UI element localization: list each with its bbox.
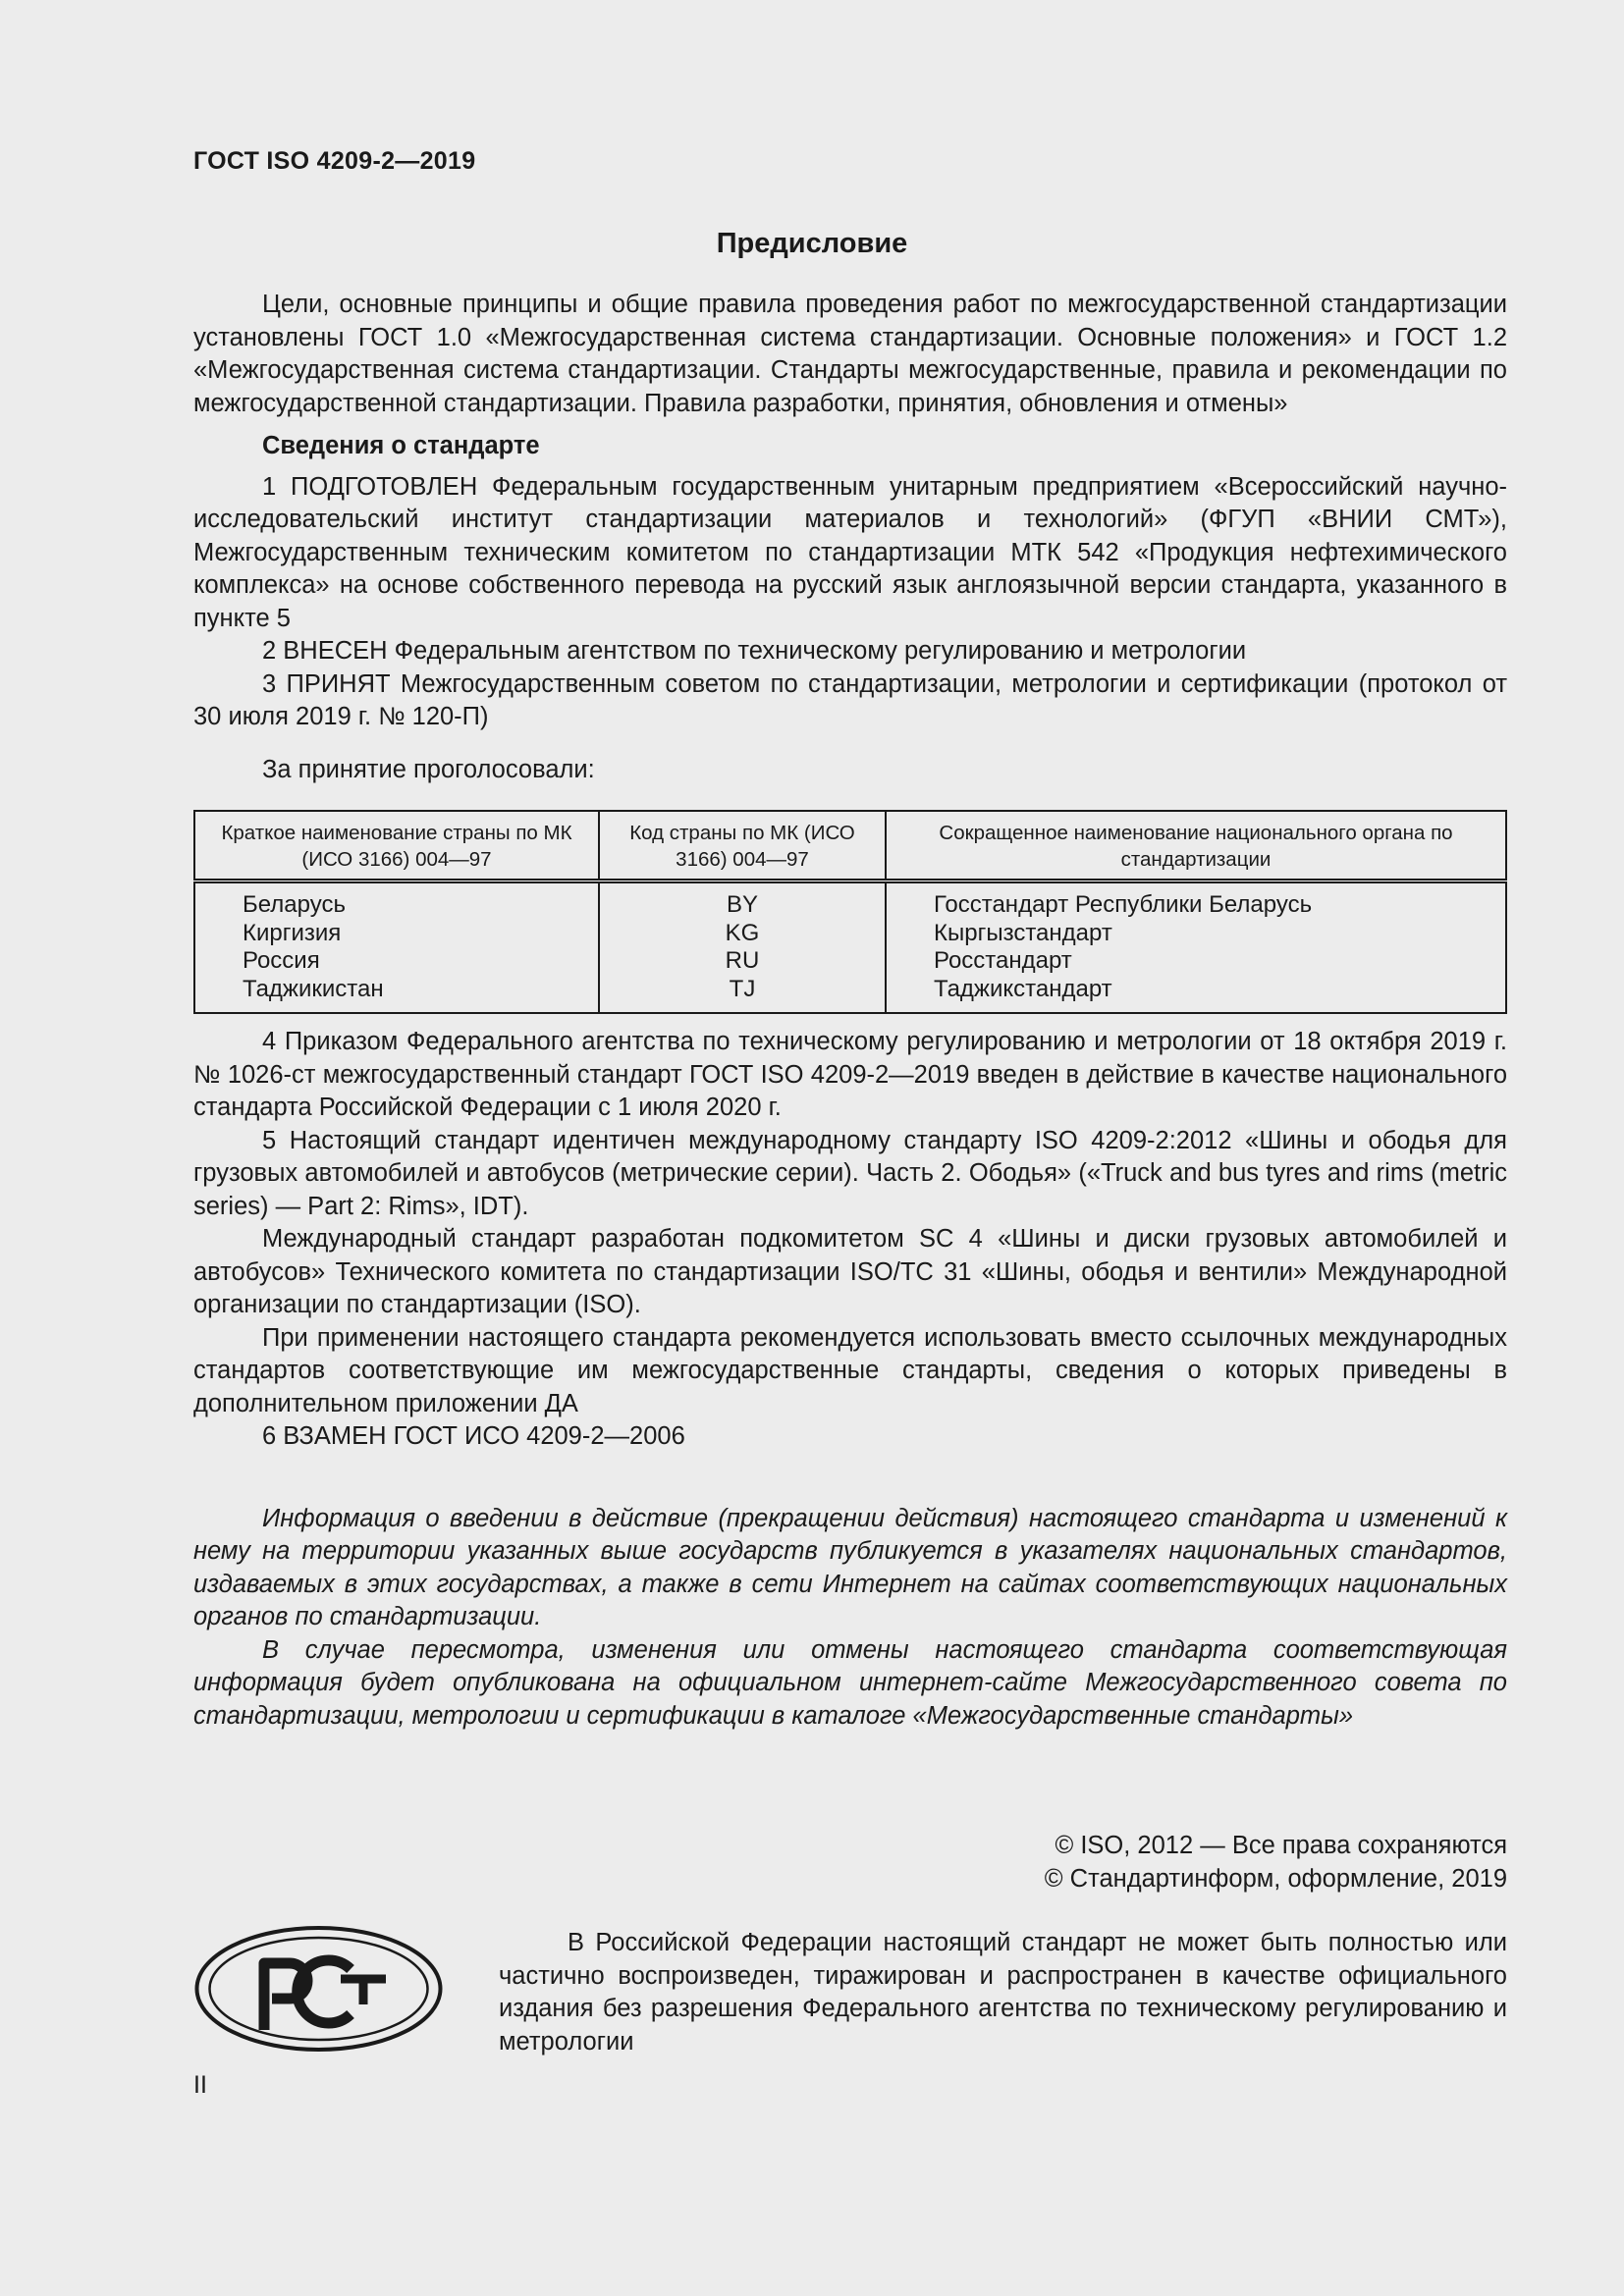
reproduction-notice-text: В Российской Федерации настоящий стандарт не может быть полностью или частично воспроизведен, тиражирован и распространен в качестве официального издания без разрешения Федерального агентства по техническому регулированию и метрологии [499,1929,1507,2056]
body-cell: Таджикстандарт [886,976,1506,1014]
body-cell: Кыргызстандарт [886,920,1506,948]
standard-code-header: ГОСТ ISO 4209-2—2019 [193,147,476,175]
page-title: Предисловие [716,228,908,259]
reproduction-notice [499,1927,1507,2058]
table-header-row [194,811,1506,881]
copyright-block [1045,1830,1507,1896]
voting-table [193,810,1507,1014]
info-italic-paragraph-1: Информация о введении в действие (прекращении действия) настоящего стандарта и изменений к нему на территории указанных выше государств публикуется в указателях национальных стандартов, издаваемых в этих государствах, а также в сети Интернет на сайтах соответствующих национальных органов по стандартизации. [193,1504,1507,1630]
country-cell: Беларусь [243,891,346,918]
code-cell: TJ [599,976,886,1014]
item-5-application: При применении настоящего стандарта рекомендуется использовать вместо ссылочных международных стандартов соответствующие им межгосударственные стандарты, сведения о которых приведены в дополнительном приложении ДА [193,1323,1507,1417]
body-cell: Госстандарт Республики Беларусь [886,881,1506,920]
table-row [194,947,1506,976]
item-4-order: 4 Приказом Федерального агентства по техническому регулированию и метрологии от 18 октября 2019 г. № 1026-ст межгосударственный стандарт ГОСТ ISO 4209-2—2019 введен в действие в качестве национального стандарта Российской Федерации с 1 июля 2020 г. [193,1028,1507,1121]
table-row [194,881,1506,920]
country-cell: Россия [243,947,320,974]
copyright-standartinform: © Стандартинформ, оформление, 2019 [1044,1864,1507,1893]
rst-logo-icon [193,1924,444,2054]
info-italic-paragraph-2: В случае пересмотра, изменения или отмены настоящего стандарта соответствующая информация будет опубликована на официальном интернет-сайте Межгосударственного совета по стандартизации, метрологии и сертификации в каталоге «Межгосударственные стандарты» [193,1635,1507,1730]
table-row [194,976,1506,1014]
item-6-replaces: 6 ВЗАМЕН ГОСТ ИСО 4209-2—2006 [262,1422,685,1450]
document-body [193,289,1507,1733]
code-cell: BY [599,881,886,920]
table-header-body: Сокращенное наименование национального органа по стандартизации [886,811,1506,881]
table-header-country: Краткое наименование страны по МК (ИСО 3166) 004—97 [221,822,572,871]
body-cell: Росстандарт [886,947,1506,976]
item-5-identical: 5 Настоящий стандарт идентичен международному стандарту ISO 4209-2:2012 «Шины и ободья для грузовых автомобилей и автобусов (метрические серии). Часть 2. Ободья» («Truck and bus tyres and rims (metric series) — Part 2: Rims», IDT). [193,1126,1507,1220]
item-1-prepared: 1 ПОДГОТОВЛЕН Федеральным государственным унитарным предприятием «Всероссийский научно-исследовательский институт стандартизации материалов и технологий» (ФГУП «ВНИИ СМТ»), Межгосударственным техническим комитетом по стандартизации МТК 542 «Продукция нефтехимического комплекса» на основе собственного перевода на русский язык англоязычной версии стандарта, указанного в пункте 5 [193,472,1507,632]
code-cell: RU [599,947,886,976]
table-header-code: Код страны по МК (ИСО 3166) 004—97 [599,811,886,881]
table-row [194,920,1506,948]
standard-info-heading: Сведения о стандарте [262,432,540,459]
item-2-submitted: 2 ВНЕСЕН Федеральным агентством по техническому регулированию и метрологии [262,637,1247,665]
voted-label: За принятие проголосовали: [262,755,595,783]
page-number: II [193,2071,207,2099]
code-cell: KG [599,920,886,948]
item-5-developer: Международный стандарт разработан подкомитетом SC 4 «Шины и диски грузовых автомобилей и автобусов» Технического комитета по стандартизации ISO/TC 31 «Шины, ободья и вентили» Международной организации по стандартизации (ISO). [193,1225,1507,1318]
intro-paragraph: Цели, основные принципы и общие правила проведения работ по межгосударственной стандартизации установлены ГОСТ 1.0 «Межгосударственная система стандартизации. Основные положения» и ГОСТ 1.2 «Межгосударственная система стандартизации. Стандарты межгосударственные, правила и рекомендации по межгосударственной стандартизации. Правила разработки, принятия, обновления и отмены» [193,291,1507,417]
country-cell: Киргизия [243,919,342,946]
copyright-iso: © ISO, 2012 — Все права сохраняются [1055,1832,1507,1859]
country-cell: Таджикистан [243,975,384,1002]
item-3-adopted: 3 ПРИНЯТ Межгосударственным советом по стандартизации, метрологии и сертификации (протокол от 30 июля 2019 г. № 120-П) [193,669,1507,730]
